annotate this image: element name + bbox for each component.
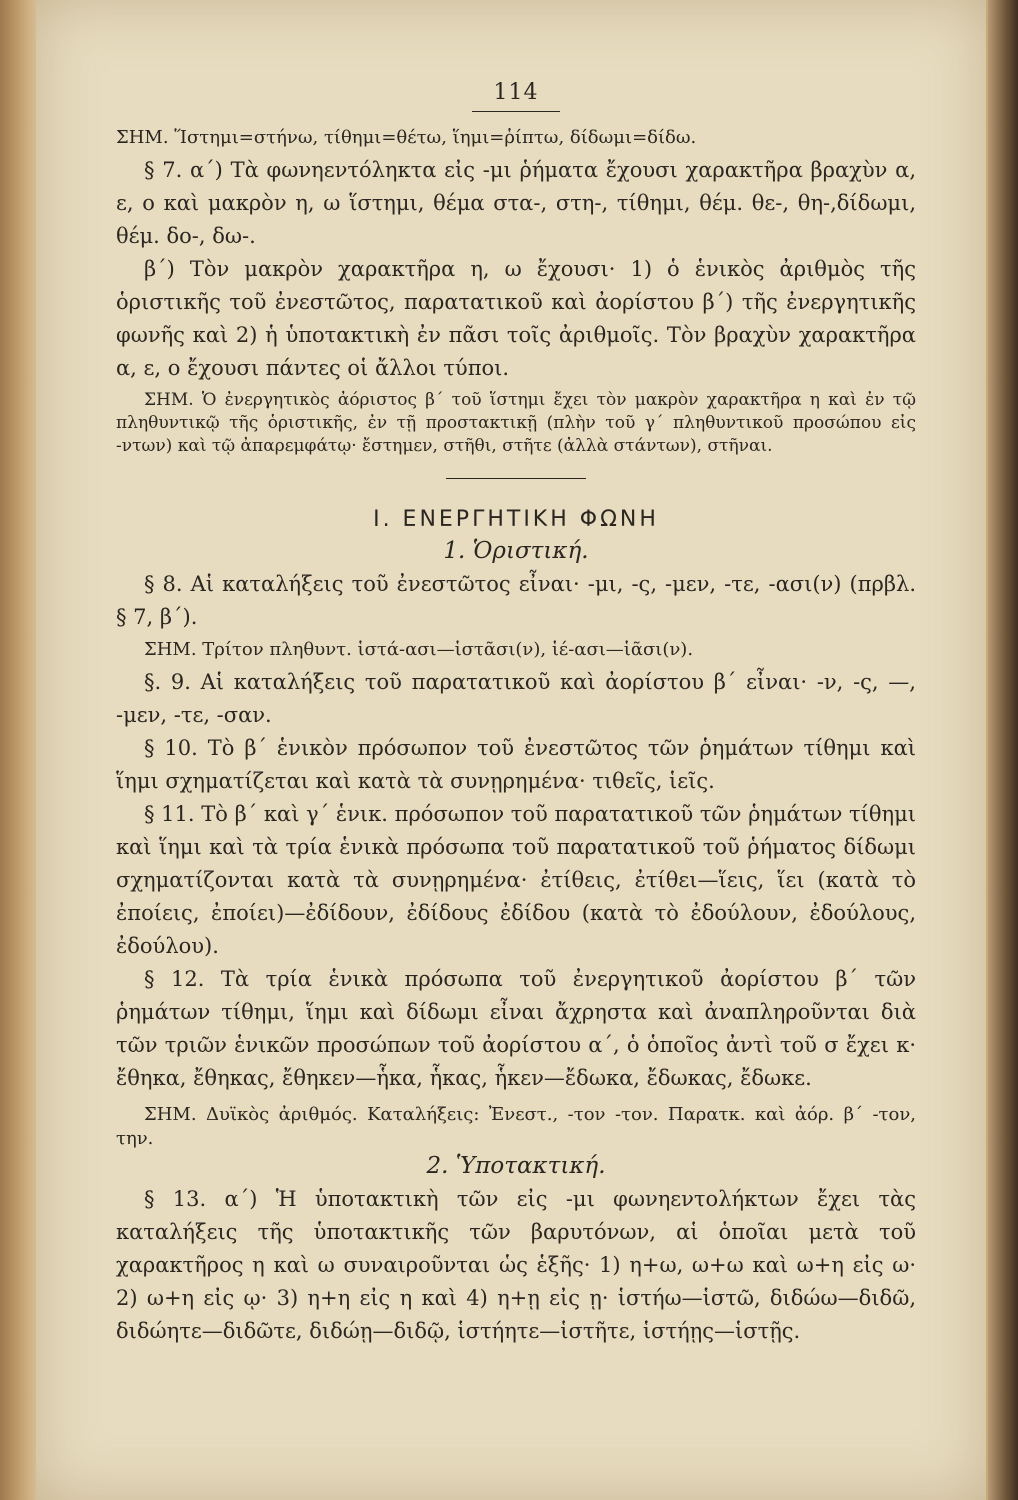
page-text-area — [116, 80, 916, 1348]
note-8: ΣΗΜ. Τρίτον πληθυντ. ἱστά-ασι—ἱστᾶσι(ν), ἱέ-ασι—ἱᾶσι(ν). — [144, 639, 694, 660]
paragraph-7b: β΄) Τὸν μακρὸν χαρακτῆρα η, ω ἔχουσι· 1) ὁ ἑνικὸς ἀριθμὸς τῆς ὁριστικῆς τοῦ ἐνεστῶτος, παρατατικοῦ καὶ ἀορίστου β΄) τῆς ἐνεργητικῆς φωνῆς καὶ 2) ἡ ὑποτακτικὴ ἐν πᾶσι τοῖς ἀριθμοῖς. Τὸν βραχὺν χαρακτῆρα α, ε, ο ἔχουσι πάντες οἱ ἄλλοι τύποι. — [116, 257, 916, 380]
subsection-title-2: 2. Ὑποτακτική. — [426, 1153, 606, 1179]
page-edge-right — [988, 0, 1018, 1500]
paragraph-9: §. 9. Αἱ καταλήξεις τοῦ παρατατικοῦ καὶ ἀορίστου β΄ εἶναι· -ν, -ς, —, -μεν, -τε, -σαν. — [116, 670, 916, 727]
note-7: ΣΗΜ. Ὁ ἐνεργητικὸς ἀόριστος β΄ τοῦ ἵστημι ἔχει τὸν μακρὸν χαρακτῆρα η καὶ ἐν τῷ πληθυντικῷ τῆς ὁριστικῆς, ἐν τῇ προστακτικῇ (πλὴν τοῦ γ΄ πληθυντικοῦ προσώπου εἰς -ντων) καὶ τῷ ἀπαρεμφάτῳ· ἔστημεν, στῆθι, στῆτε (ἀλλὰ στάντων), στῆναι. — [116, 390, 916, 456]
paragraph-13: § 13. α΄) Ἡ ὑποτακτικὴ τῶν εἰς -μι φωνηεντολήκτων ἔχει τὰς καταλήξεις τῆς ὑποτακτικῆς τῶν βαρυτόνων, αἱ ὁποῖαι μετὰ τοῦ χαρακτῆρος η καὶ ω συναιροῦνται ὡς ἑξῆς· 1) η+ω, ω+ω καὶ ω+η εἰς ω· 2) ω+η εἰς ῳ· 3) η+η εἰς η καὶ 4) η+ῃ εἰς ῃ· ἱστήω—ἱστῶ, διδώω—διδῶ, διδώητε—διδῶτε, διδώῃ—διδῷ, ἱστήητε—ἱστῆτε, ἱστήῃς—ἱστῇς. — [116, 1187, 916, 1343]
paragraph-12: § 12. Τὰ τρία ἑνικὰ πρόσωπα τοῦ ἐνεργητικοῦ ἀορίστου β΄ τῶν ῥημάτων τίθημι, ἵημι καὶ δίδωμι εἶναι ἄχρηστα καὶ ἀναπληροῦνται διὰ τῶν τριῶν ἑνικῶν προσώπων τοῦ ἀορίστου α΄, ὁ ὁποῖος ἀντὶ τοῦ σ ἔχει κ· ἔθηκα, ἔθηκας, ἔθηκεν—ἧκα, ἧκας, ἧκεν—ἔδωκα, ἔδωκας, ἔδωκε. — [116, 967, 916, 1090]
paragraph-11: § 11. Τὸ β΄ καὶ γ΄ ἑνικ. πρόσωπον τοῦ παρατατικοῦ τῶν ῥημάτων τίθημι καὶ ἵημι καὶ τὰ τρία ἑνικὰ πρόσωπα τοῦ παρατατικοῦ τοῦ ῥήματος δίδωμι σχηματίζονται κατὰ τὰ συνῃρημένα· ἐτίθεις, ἐτίθει—ἵεις, ἵει (κατὰ τὸ ἐποίεις, ἐποίει)—ἐδίδουν, ἐδίδους ἐδίδου (κατὰ τὸ ἐδούλουν, ἐδούλους, ἐδούλου). — [116, 802, 916, 958]
page-number: 114 — [493, 80, 539, 105]
paragraph-10: § 10. Τὸ β΄ ἑνικὸν πρόσωπον τοῦ ἐνεστῶτος τῶν ῥημάτων τίθημι καὶ ἵημι σχηματίζεται καὶ κατὰ τὰ συνῃρημένα· τιθεῖς, ἱεῖς. — [116, 736, 916, 793]
note-12: ΣΗΜ. Δυϊκὸς ἀριθμός. Καταλήξεις: Ἐνεστ., -τον -τον. Παρατκ. καὶ ἀόρ. β΄ -τον, την. — [116, 1104, 916, 1149]
book-page — [36, 0, 986, 1500]
paragraph-8: § 8. Αἱ καταλήξεις τοῦ ἐνεστῶτος εἶναι· -μι, -ς, -μεν, -τε, -ασι(ν) (πρβλ. § 7, β΄). — [116, 572, 916, 629]
subsection-title-1: 1. Ὁριστική. — [443, 538, 589, 564]
page-number-rule — [472, 111, 560, 112]
paragraph-7a: § 7. α΄) Τὰ φωνηεντόληκτα εἰς -μι ῥήματα ἔχουσι χαρακτῆρα βραχὺν α, ε, ο καὶ μακρὸν η, ω ἵστημι, θέμα στα-, στη-, τίθημι, θέμ. θε-, θη-,δίδωμι, θέμ. δο-, δω-. — [116, 158, 916, 248]
page-edge-left — [0, 0, 40, 1500]
top-note: ΣΗΜ. Ἵστημι=στήνω, τίθημι=θέτω, ἵημι=ῥίπτω, δίδωμι=δίδω. — [116, 127, 697, 148]
section-title: I. ΕΝΕΡΓΗΤΙΚΗ ΦΩΝΗ — [373, 507, 659, 532]
separator-rule — [446, 478, 586, 479]
